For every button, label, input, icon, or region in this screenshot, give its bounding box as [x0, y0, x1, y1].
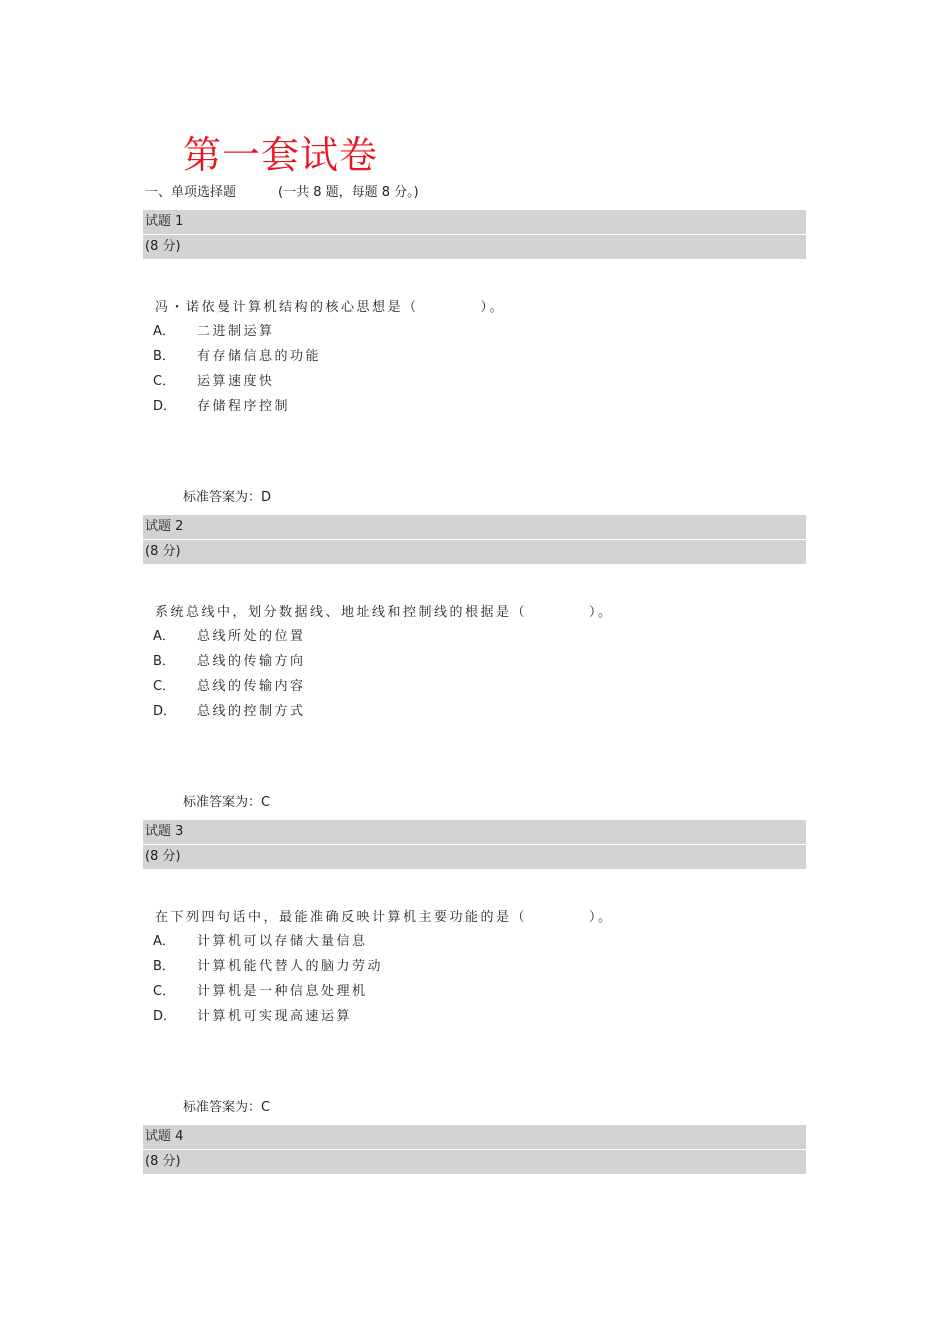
option-d: D． 总线的控制方式	[153, 704, 306, 719]
question-1	[143, 210, 806, 505]
standard-answer: 标准答案为：C	[183, 1100, 271, 1115]
section-heading: 一、单项选择题	[145, 185, 237, 200]
option-a: A． 计算机可以存储大量信息	[153, 934, 368, 949]
option-list	[153, 323, 321, 423]
question-score: (8 分)	[143, 539, 806, 564]
question-label: 试题 2	[143, 515, 806, 539]
option-a: A． 二进制运算	[153, 324, 275, 339]
option-d: D． 计算机可实现高速运算	[153, 1009, 353, 1024]
question-score: (8 分)	[143, 844, 806, 869]
question-2	[143, 515, 806, 810]
question-label: 试题 1	[143, 210, 806, 234]
option-list	[153, 933, 383, 1033]
standard-answer: 标准答案为：D	[183, 490, 272, 505]
question-score: (8 分)	[143, 1149, 806, 1174]
question-stem: 系统总线中，划分数据线、地址线和控制线的根据是（ ）。	[155, 605, 614, 620]
question-score: (8 分)	[143, 234, 806, 259]
standard-answer: 标准答案为：C	[183, 795, 271, 810]
question-4	[143, 1125, 806, 1174]
option-c: C． 计算机是一种信息处理机	[153, 984, 368, 999]
question-label: 试题 4	[143, 1125, 806, 1149]
option-c: C． 总线的传输内容	[153, 679, 306, 694]
question-3	[143, 820, 806, 1115]
option-list	[153, 628, 306, 728]
option-b: B． 计算机能代替人的脑力劳动	[153, 959, 384, 974]
section-note: (一共 8 题，每题 8 分。)	[278, 185, 419, 200]
question-stem: 在下列四句话中，最能准确反映计算机主要功能的是（ ）。	[155, 910, 614, 925]
section-header	[145, 184, 419, 202]
option-a: A． 总线所处的位置	[153, 629, 306, 644]
question-stem: 冯・诺依曼计算机结构的核心思想是（ ）。	[155, 300, 506, 315]
option-d: D． 存储程序控制	[153, 399, 291, 414]
question-label: 试题 3	[143, 820, 806, 844]
page-title: 第一套试卷	[183, 133, 379, 177]
option-b: B． 有存储信息的功能	[153, 349, 322, 364]
option-c: C． 运算速度快	[153, 374, 275, 389]
option-b: B． 总线的传输方向	[153, 654, 306, 669]
